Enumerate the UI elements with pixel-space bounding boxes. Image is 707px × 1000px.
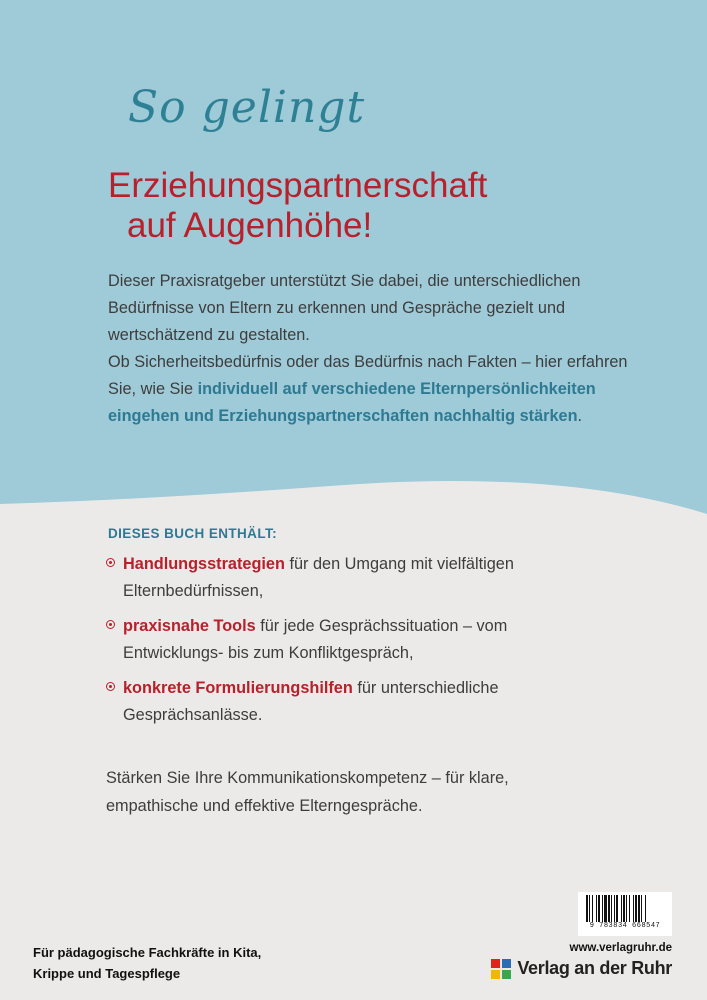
list-item-text: für jede Gesprächssituation – vom Entwicklungs- bis zum Konfliktgespräch, xyxy=(123,617,508,662)
bullet-target-icon xyxy=(106,620,115,629)
list-item-highlight: praxisnahe Tools xyxy=(123,617,256,635)
audience-line-2: Krippe und Tagespflege xyxy=(33,966,181,981)
intro-paragraph-1: Dieser Praxisratgeber unterstützt Sie dabei, die unterschiedlichen Bedürfnisse von Eltern zu erkennen und Gespräche gezielt und wertschätzend zu gestalten. xyxy=(108,272,581,344)
barcode-bars-icon xyxy=(586,895,664,922)
website-url: www.verlagruhr.de xyxy=(569,942,672,954)
publisher-logo xyxy=(491,958,672,979)
bullet-target-icon xyxy=(106,682,115,691)
list-item-text: für unterschiedliche Gesprächsanlässe. xyxy=(123,679,499,724)
audience-line-1: Für pädagogische Fachkräfte in Kita, xyxy=(33,945,262,960)
list-item-highlight: konkrete Formulierungshilfen xyxy=(123,679,353,697)
barcode xyxy=(578,892,672,936)
contents-label: DIESES BUCH ENTHÄLT: xyxy=(108,526,278,541)
barcode-number: 9 783834 668547 xyxy=(589,922,661,930)
intro-paragraph-2: Ob Sicherheitsbedürfnis oder das Bedürfnis nach Fakten – hier erfahren Sie, wie Sie xyxy=(108,353,628,398)
list-item xyxy=(106,551,606,605)
intro-highlight: individuell auf verschiedene Elternpersönlichkeiten eingehen und Erziehungspartnerschaften nachhaltig stärken xyxy=(108,380,596,425)
publisher-name: Verlag an der Ruhr xyxy=(517,958,672,978)
list-item xyxy=(106,675,606,729)
headline-line-1: Erziehungspartnerschaft xyxy=(108,166,488,205)
script-title: So gelingt xyxy=(128,82,366,133)
target-audience xyxy=(33,942,261,984)
list-item-text: für den Umgang mit vielfältigen Elternbedürfnissen, xyxy=(123,555,514,600)
intro-text xyxy=(108,268,628,430)
contents-list xyxy=(106,551,606,737)
list-item xyxy=(106,613,606,667)
closing-text: Stärken Sie Ihre Kommunikationskompetenz – für klare, empathische und effektive Elterngespräche. xyxy=(106,769,509,815)
list-item-highlight: Handlungsstrategien xyxy=(123,555,285,573)
headline xyxy=(108,166,487,246)
intro-end: . xyxy=(577,407,583,425)
publisher-logo-icon xyxy=(491,959,511,979)
headline-line-2: auf Augenhöhe! xyxy=(127,206,373,245)
bullet-target-icon xyxy=(106,558,115,567)
